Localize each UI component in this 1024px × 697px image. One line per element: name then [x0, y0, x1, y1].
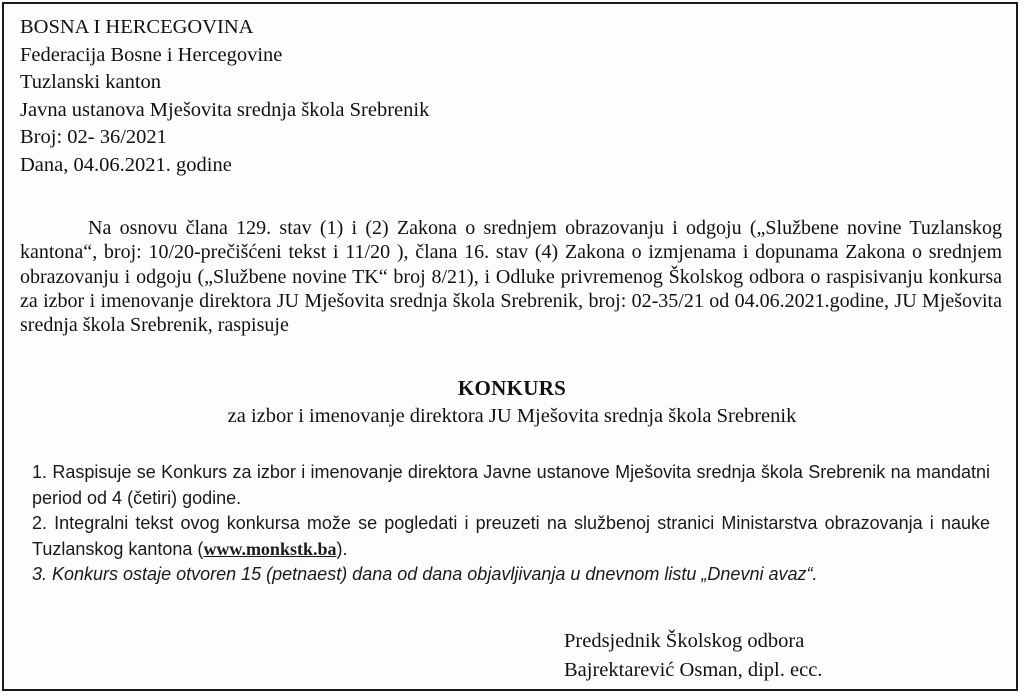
- list-item: [32, 511, 990, 562]
- header-canton: Tuzlanski kanton: [20, 71, 162, 93]
- document-title: KONKURS: [457, 376, 567, 400]
- signature-name: Bajrektarević Osman, dipl. ecc.: [564, 659, 823, 681]
- intro-paragraph: [20, 216, 1002, 337]
- website-link[interactable]: www.monkstk.ba: [203, 538, 337, 559]
- header-institution: Javna ustanova Mješovita srednja škola Srebrenik: [20, 98, 430, 121]
- header-federation: Federacija Bosne i Hercegovine: [20, 43, 283, 66]
- konkurs-items: [32, 460, 990, 588]
- document-page: [2, 2, 1018, 691]
- header-country: BOSNA I HERCEGOVINA: [20, 16, 254, 38]
- list-item-text: 2. Integralni tekst ovog konkursa može se pogledati i preuzeti na službenoj stranici Ministarstva obrazovanja i nauke Tuzlanskog kantona (: [32, 513, 990, 559]
- header-date: Dana, 04.06.2021. godine: [20, 153, 232, 176]
- intro-paragraph-text: Na osnovu člana 129. stav (1) i (2) Zakona o srednjem obrazovanju i odgoju („Službene novine Tuzlanskog kantona“, broj: 10/20-prečišćeni tekst i 11/20 ), člana 16. stav (4) Zakona o izmjenama i dopunama Zakona o srednjem obrazovanju i odgoju („Službene novine TK“ broj 8/21), i Odluke privremenog Školskog odbora o raspisivanju konkursa za izbor i imenovanje direktora JU Mješovita srednja škola Srebrenik, broj: 02-35/21 od 04.06.2021.godine, JU Mješovita srednja škola Srebrenik, raspisuje: [20, 217, 1002, 337]
- list-item-text-end: ).: [336, 538, 348, 559]
- header-number: Broj: 02- 36/2021: [20, 126, 167, 148]
- document-header: [20, 14, 429, 179]
- signature-title: Predsjednik Školskog odbora: [564, 630, 805, 652]
- list-item: 3. Konkurs ostaje otvoren 15 (petnaest) dana od dana objavljivanja u dnevnom listu „Dnevni avaz“.: [32, 564, 818, 584]
- signature-block: [564, 627, 822, 685]
- list-item: 1. Raspisuje se Konkurs za izbor i imenovanje direktora Javne ustanove Mješovita srednja škola Srebrenik na mandatni period od 4 (četiri) godine.: [32, 462, 990, 508]
- document-subtitle: za izbor i imenovanje direktora JU Mješovita srednja škola Srebrenik: [227, 405, 797, 427]
